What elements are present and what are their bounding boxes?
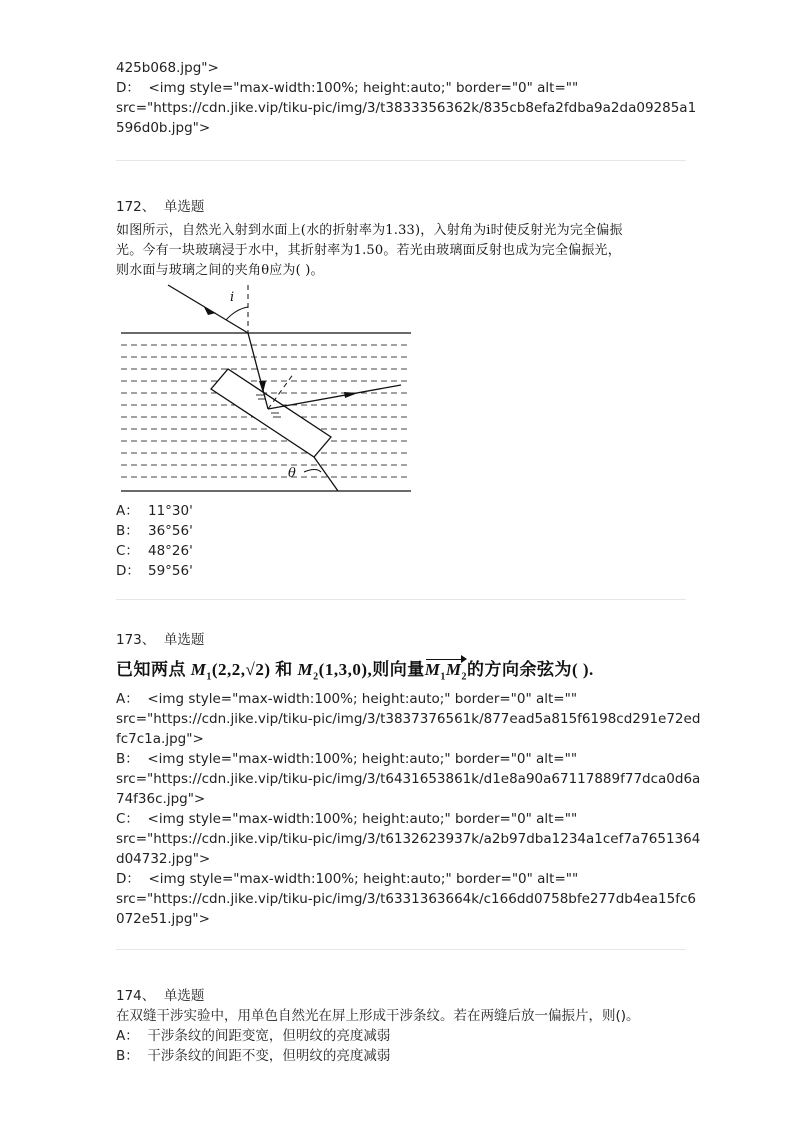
- option-text-line: 072e51.jpg">: [116, 911, 210, 928]
- option-d[interactable]: [116, 869, 696, 929]
- option-text: <img style="max-width:100%; height:auto;" border="0" alt="": [147, 811, 578, 828]
- formula-text: 和: [275, 660, 293, 679]
- question-number: 173、: [116, 632, 156, 648]
- question-formula: [116, 658, 686, 689]
- option-text: <img style="max-width:100%; height:auto;" border="0" alt="": [148, 871, 579, 888]
- angle-theta-label: θ: [288, 466, 296, 481]
- question-173: [116, 630, 701, 929]
- question-text-line: 光。今有一块玻璃浸于水中，其折射率为1.50。若光由玻璃面反射也成为完全偏振光，: [116, 243, 621, 258]
- question-text-image: [116, 221, 686, 281]
- option-d[interactable]: [116, 561, 686, 581]
- question-header: [116, 986, 686, 1006]
- question-number: 172、: [116, 199, 156, 215]
- option-label: A：: [116, 503, 139, 519]
- formula-text: 已知两点: [116, 660, 186, 679]
- option-text-line: src="https://cdn.jike.vip/tiku-pic/img/3/t3837376561k/877ead5a815f6198cd291e72ed: [116, 711, 701, 728]
- option-text: 干涉条纹的间距变宽，但明纹的亮度减弱: [147, 1028, 391, 1045]
- option-text: <img style="max-width:100%; height:auto;" border="0" alt="": [147, 751, 578, 768]
- document-page: [116, 58, 701, 1066]
- option-label: D：: [116, 563, 140, 579]
- option-c-tail: 425b068.jpg">: [116, 60, 219, 76]
- question-text-line: 如图所示，自然光入射到水面上(水的折射率为1.33)，入射角为i时使反射光为完全偏振: [116, 223, 623, 238]
- option-d-line2: src="https://cdn.jike.vip/tiku-pic/img/3/t3833356362k/835cb8efa2fdba9a2da09285a1: [116, 100, 697, 116]
- option-text-line: d04732.jpg">: [116, 851, 211, 868]
- option-c[interactable]: [116, 809, 701, 869]
- reflected-arrow-icon: [344, 392, 358, 398]
- option-text: <img style="max-width:100%; height:auto;" border="0" alt="": [148, 80, 579, 96]
- question-174: [116, 986, 686, 1066]
- angle-i-label: i: [230, 290, 235, 305]
- option-text-line: fc7c1a.jpg">: [116, 731, 204, 748]
- question-header: [116, 197, 686, 217]
- plate-extension: [314, 457, 338, 491]
- question-type: 单选题: [163, 632, 205, 648]
- formula-text: ,则向量: [367, 660, 425, 679]
- option-text: 48°26': [148, 543, 193, 559]
- option-d-line3: 596d0b.jpg">: [116, 120, 211, 136]
- question-text-line: 则水面与玻璃之间的夹角θ应为( )。: [116, 263, 324, 278]
- angle-i-arc: [226, 307, 248, 320]
- option-c[interactable]: [116, 541, 686, 561]
- theta-arc: [304, 470, 321, 473]
- incident-arrow-icon: [204, 307, 216, 315]
- option-text-line: 74f36c.jpg">: [116, 791, 206, 808]
- question-number: 174、: [116, 988, 156, 1005]
- previous-question-tail: [116, 58, 697, 138]
- option-label: D：: [116, 80, 140, 96]
- option-text: 干涉条纹的间距不变，但明纹的亮度减弱: [147, 1048, 391, 1065]
- option-a[interactable]: [116, 501, 686, 521]
- option-text: 59°56': [148, 563, 193, 579]
- formula-point: M: [190, 660, 207, 679]
- refraction-diagram: [116, 277, 416, 497]
- formula-point: M: [297, 660, 314, 679]
- option-label: A：: [116, 1028, 139, 1045]
- option-text: 36°56': [148, 523, 193, 539]
- option-label: B：: [116, 751, 139, 768]
- question-text: 在双缝干涉实验中，用单色自然光在屏上形成干涉条纹。若在两缝后放一偏振片，则()。: [116, 1008, 640, 1025]
- formula-coords: (2,2,√2): [211, 660, 271, 679]
- option-label: C：: [116, 811, 139, 828]
- options-list: [116, 501, 686, 581]
- option-text-line: src="https://cdn.jike.vip/tiku-pic/img/3/t6132623937k/a2b97dba1234a1cef7a7651364: [116, 831, 701, 848]
- option-a[interactable]: [116, 689, 701, 749]
- formula-text: 的方向余弦为( ).: [466, 660, 594, 679]
- option-label: C：: [116, 543, 139, 559]
- option-label: B：: [116, 523, 139, 539]
- option-text-line: src="https://cdn.jike.vip/tiku-pic/img/3/t6431653861k/d1e8a90a67117889f77dca0d6a: [116, 771, 701, 788]
- options-list: [116, 689, 701, 929]
- option-label: D：: [116, 871, 140, 888]
- formula-coords: (1,3,0): [318, 660, 368, 679]
- question-type: 单选题: [163, 988, 205, 1005]
- formula-subscript: 1: [206, 671, 212, 683]
- question-type: 单选题: [163, 199, 205, 215]
- option-b[interactable]: [116, 521, 686, 541]
- option-a[interactable]: [116, 1026, 686, 1046]
- option-label: B：: [116, 1048, 139, 1065]
- option-b[interactable]: [116, 1046, 686, 1066]
- question-header: [116, 630, 686, 650]
- option-text-line: src="https://cdn.jike.vip/tiku-pic/img/3/t6331363664k/c166dd0758bfe277db4ea15fc6: [116, 891, 696, 908]
- option-text: 11°30': [148, 503, 193, 519]
- question-172: [116, 197, 686, 581]
- formula-subscript: 2: [313, 671, 319, 683]
- option-b[interactable]: [116, 749, 701, 809]
- option-d: [116, 78, 686, 98]
- vector-m1m2: $M_1M_2$: [425, 658, 467, 689]
- option-text: <img style="max-width:100%; height:auto;" border="0" alt="": [147, 691, 578, 708]
- option-label: A：: [116, 691, 139, 708]
